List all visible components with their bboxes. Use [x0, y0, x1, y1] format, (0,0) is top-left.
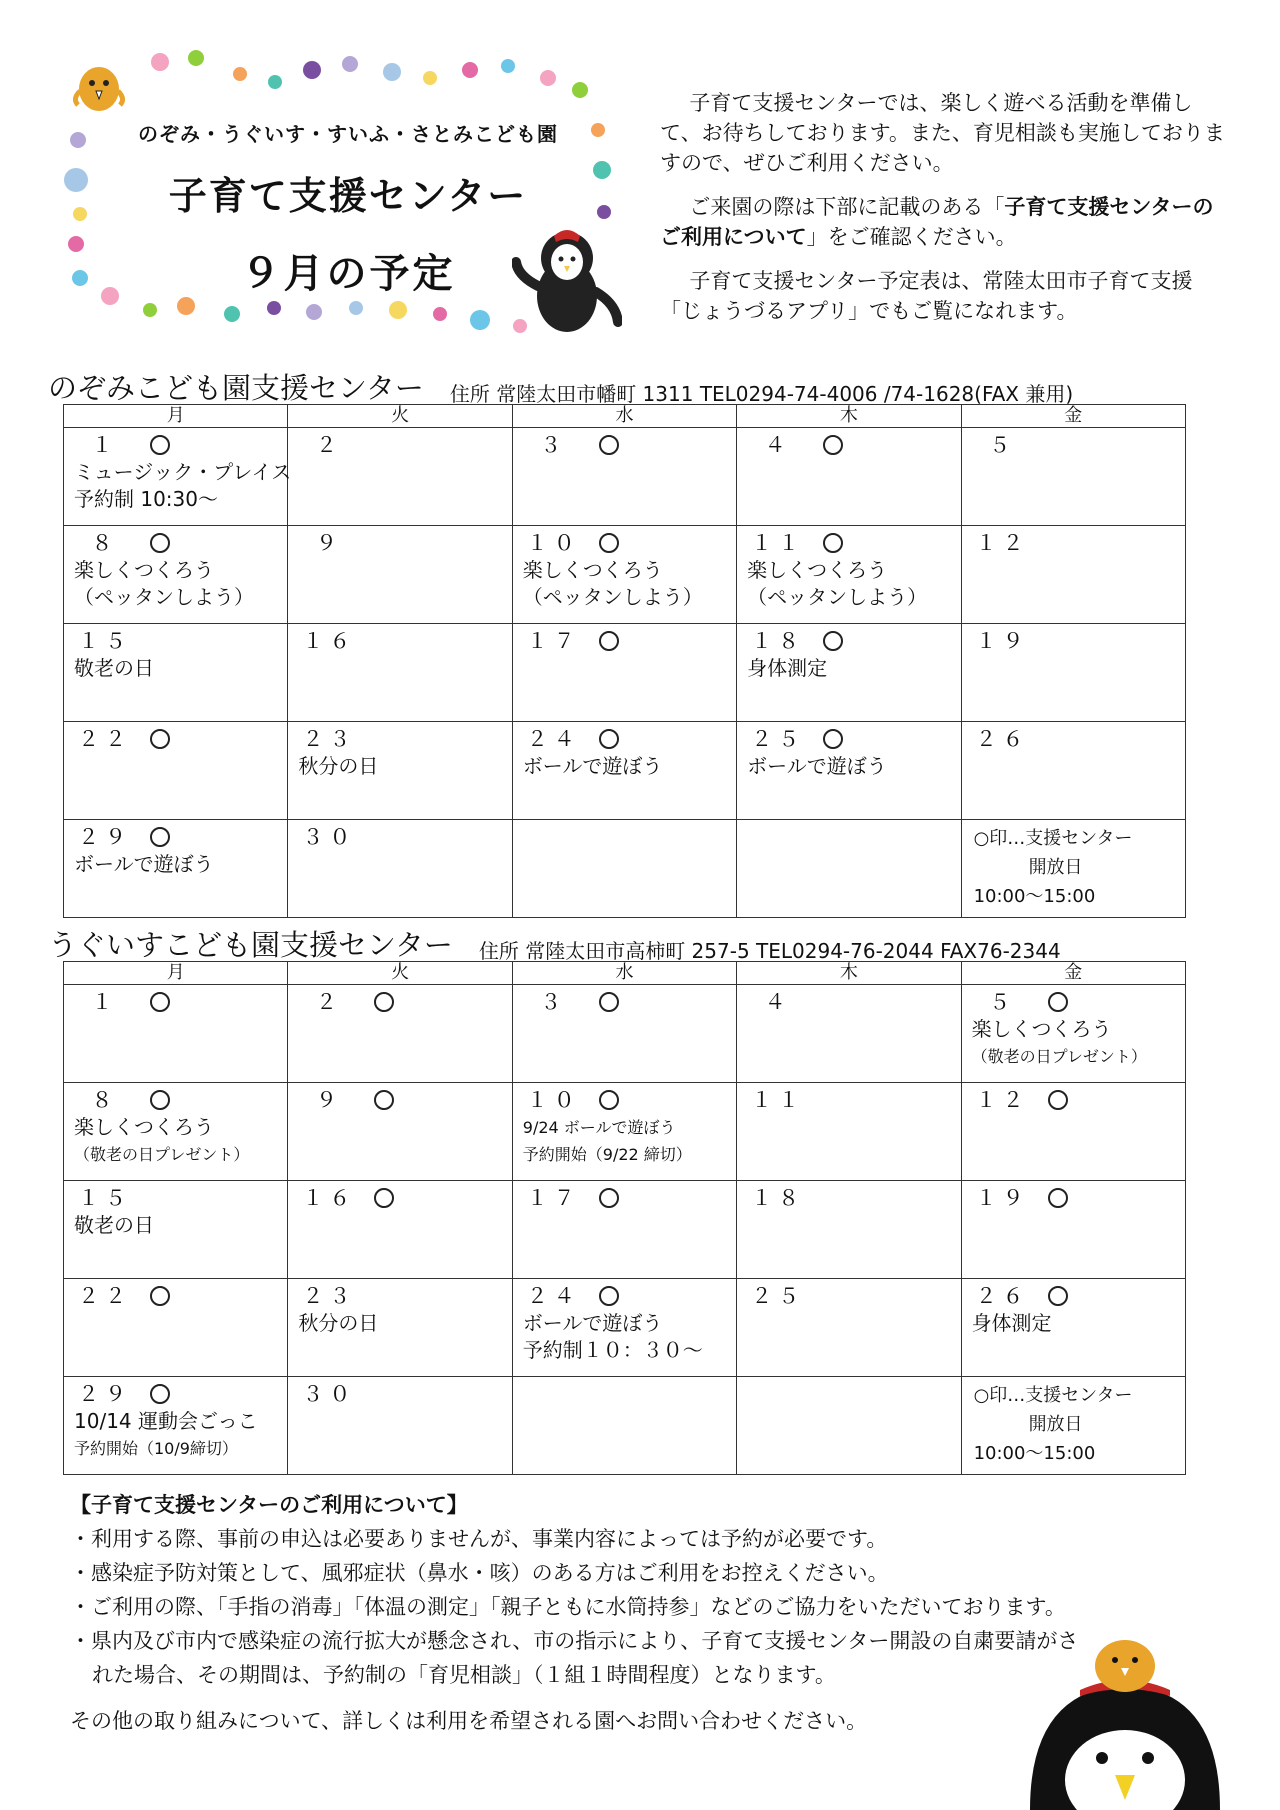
decorative-dot	[433, 307, 447, 321]
day-number: １９	[975, 629, 1030, 653]
day-number: ３０	[302, 1382, 357, 1406]
open-day-circle-icon	[150, 533, 170, 553]
decorative-dot	[470, 310, 490, 330]
decorative-dot	[593, 161, 611, 179]
open-day-circle-icon	[823, 631, 843, 651]
uguisu-calendar	[63, 961, 1186, 1475]
calendar-day-cell	[288, 1377, 512, 1475]
intro-p2-c: 」をご確認ください。	[806, 225, 1017, 249]
day-number: １８	[751, 629, 806, 653]
usage-notes	[70, 1488, 1130, 1738]
event-text: （ペッタンしよう）	[74, 585, 254, 609]
open-day-circle-icon	[599, 1286, 619, 1306]
day-number: １６	[302, 1186, 357, 1210]
decorative-dot	[501, 59, 515, 73]
usage-notes-title: 【子育て支援センターのご利用について】	[70, 1493, 468, 1517]
open-day-circle-icon	[599, 729, 619, 749]
open-day-circle-icon	[1048, 1090, 1068, 1110]
weekday-header: 木	[737, 962, 961, 985]
event-text: 予約制 10:30～	[74, 487, 218, 511]
calendar-day-cell	[64, 820, 288, 918]
calendar-day-cell	[288, 985, 512, 1083]
day-number: １	[91, 990, 119, 1014]
open-day-circle-icon	[150, 827, 170, 847]
open-day-circle-icon	[150, 729, 170, 749]
day-number: １０	[526, 531, 581, 555]
calendar-day-cell	[737, 985, 961, 1083]
calendar-day-cell	[737, 526, 961, 624]
open-day-legend	[974, 1381, 1179, 1468]
decorative-dot	[72, 270, 88, 286]
usage-note-item: ・感染症予防対策として、風邪症状（鼻水・咳）のある方はご利用をお控えください。	[70, 1561, 889, 1585]
day-number: ２９	[78, 825, 132, 849]
day-number: １２	[975, 531, 1030, 555]
weekday-header: 月	[64, 405, 288, 428]
calendar-day-cell	[512, 820, 736, 918]
decorative-dot	[462, 62, 478, 78]
day-number: ２６	[975, 727, 1030, 751]
event-text: 予約制１０：３０～	[522, 1338, 703, 1362]
decorative-dot	[70, 132, 86, 148]
event-text: 秋分の日	[298, 754, 379, 778]
event-text: 楽しくつくろう	[971, 1017, 1112, 1041]
decorative-dot	[267, 301, 281, 315]
calendar-day-cell	[288, 722, 512, 820]
calendar-day-cell	[512, 428, 736, 526]
calendar-week-row	[64, 526, 1186, 624]
day-number: ３０	[302, 825, 357, 849]
header-title: 子育て支援センター	[168, 174, 528, 218]
decorative-dot	[68, 236, 84, 252]
calendar-day-cell	[961, 624, 1185, 722]
event-text: 楽しくつくろう	[74, 558, 214, 582]
yellow-bird-icon	[68, 55, 130, 117]
legend-line2: 開放日	[1028, 857, 1083, 878]
day-number: ８	[91, 531, 119, 555]
day-number: ２３	[302, 1284, 357, 1308]
day-number: １	[91, 433, 119, 457]
legend-line3: 10:00～15:00	[973, 1443, 1096, 1464]
calendar-day-cell	[961, 1181, 1185, 1279]
event-text: 10/14 運動会ごっこ	[74, 1409, 258, 1433]
weekday-header: 月	[64, 962, 288, 985]
day-number: ５	[989, 433, 1017, 457]
open-day-circle-icon	[374, 1188, 394, 1208]
calendar-day-cell	[64, 985, 288, 1083]
intro-p2-a: ご来園の際は下部に記載のある「	[689, 195, 1005, 219]
day-number: ２２	[78, 727, 132, 751]
calendar-day-cell	[288, 820, 512, 918]
event-note: 9/24 ボールで遊ぼう	[522, 1118, 676, 1137]
day-number: ２９	[78, 1382, 132, 1406]
calendar-week-row	[64, 1279, 1186, 1377]
open-day-circle-icon	[374, 992, 394, 1012]
weekday-header: 火	[288, 405, 512, 428]
calendar-day-cell	[737, 820, 961, 918]
decorative-dot	[423, 71, 437, 85]
uguisu-center-address: 住所 常陸太田市高柿町 257-5 TEL0294-76-2044 FAX76-2344	[478, 939, 1061, 963]
header-schools: のぞみ・うぐいす・すいふ・さとみこども園	[138, 122, 558, 146]
decorative-dot	[268, 75, 282, 89]
day-number: １７	[526, 629, 581, 653]
calendar-day-cell	[961, 985, 1185, 1083]
calendar-week-row	[64, 985, 1186, 1083]
day-number: １９	[975, 1186, 1030, 1210]
calendar-day-cell	[737, 1377, 961, 1475]
event-text: ボールで遊ぼう	[747, 754, 887, 778]
weekday-header: 木	[737, 405, 961, 428]
decorative-dot	[224, 306, 240, 322]
event-text: （ペッタンしよう）	[747, 585, 928, 609]
day-number: ２５	[751, 1284, 806, 1308]
calendar-day-cell	[64, 722, 288, 820]
day-number: ３	[540, 990, 568, 1014]
day-number: １１	[751, 1088, 806, 1112]
day-number: ２５	[751, 727, 806, 751]
header-box	[118, 118, 578, 299]
intro-text	[660, 88, 1230, 340]
day-number: ８	[91, 1088, 119, 1112]
decorative-dot	[177, 297, 195, 315]
nozomi-center-address: 住所 常陸太田市幡町 1311 TEL0294-74-4006 /74-1628(FAX 兼用)	[449, 382, 1074, 406]
decorative-dot	[306, 304, 322, 320]
day-number: １２	[975, 1088, 1030, 1112]
event-text: ミュージック・プレイス	[74, 460, 292, 484]
day-number: １６	[302, 629, 357, 653]
calendar-day-cell	[64, 428, 292, 526]
calendar-day-cell	[737, 1083, 961, 1181]
calendar-day-cell	[512, 1279, 736, 1377]
open-day-circle-icon	[150, 1286, 170, 1306]
uguisu-center-heading	[48, 923, 1238, 961]
day-number: ２４	[526, 1284, 581, 1308]
decorative-dot	[597, 205, 611, 219]
event-text: ボールで遊ぼう	[522, 1311, 663, 1335]
nozomi-center-heading	[48, 366, 1238, 404]
weekday-header: 水	[512, 405, 736, 428]
day-number: ３	[540, 433, 568, 457]
decorative-dot	[342, 56, 358, 72]
calendar-day-cell	[737, 1181, 961, 1279]
calendar-day-cell	[512, 526, 736, 624]
calendar-day-cell	[737, 722, 961, 820]
decorative-dot	[233, 67, 247, 81]
day-number: ２４	[526, 727, 581, 751]
weekday-header: 火	[288, 962, 512, 985]
calendar-week-row	[64, 820, 1186, 918]
day-number: １５	[78, 1186, 132, 1210]
open-day-circle-icon	[1048, 1286, 1068, 1306]
day-number: ２２	[78, 1284, 132, 1308]
intro-p2-bold: 子育て支援センターのご利用について	[660, 195, 1214, 249]
weekday-header: 金	[961, 405, 1185, 428]
day-number: １５	[78, 629, 132, 653]
penguin-with-bird-mascot	[1010, 1630, 1240, 1810]
open-day-circle-icon	[599, 1188, 619, 1208]
calendar-day-cell	[961, 1279, 1185, 1377]
calendar-day-cell	[961, 820, 1185, 918]
decorative-dot	[64, 168, 88, 192]
intro-paragraph-1: 子育て支援センターでは、楽しく遊べる活動を準備して、お待ちしております。また、育児相談も実施しておりますので、ぜひご利用ください。	[660, 91, 1225, 175]
day-number: ５	[989, 990, 1017, 1014]
day-number: ２	[315, 990, 343, 1014]
open-day-circle-icon	[1048, 992, 1068, 1012]
uguisu-center-name: うぐいすこども園支援センター	[48, 928, 453, 962]
nozomi-calendar	[63, 404, 1186, 918]
event-text: 秋分の日	[298, 1311, 379, 1335]
calendar-week-row	[64, 1083, 1186, 1181]
usage-note-item: ・利用する際、事前の申込は必要ありませんが、事業内容によっては予約が必要です。	[70, 1527, 888, 1551]
calendar-day-cell	[512, 1083, 736, 1181]
calendar-day-cell	[288, 1083, 512, 1181]
open-day-circle-icon	[599, 1090, 619, 1110]
weekday-header: 水	[512, 962, 736, 985]
day-number: ９	[315, 531, 343, 555]
decorative-dot	[389, 301, 407, 319]
day-number: ９	[315, 1088, 343, 1112]
day-number: １８	[751, 1186, 806, 1210]
day-number: ４	[764, 433, 792, 457]
day-number: ２３	[302, 727, 357, 751]
decorative-dot	[540, 70, 556, 86]
event-text: 身体測定	[971, 1311, 1052, 1335]
open-day-legend	[974, 824, 1179, 911]
calendar-week-row	[64, 722, 1186, 820]
event-text: 身体測定	[747, 656, 828, 680]
calendar-day-cell	[288, 526, 512, 624]
calendar-day-cell	[64, 1083, 288, 1181]
day-number: １１	[751, 531, 806, 555]
calendar-day-cell	[737, 624, 961, 722]
nozomi-center-name: のぞみこども園支援センター	[48, 371, 424, 405]
decorative-dot	[572, 82, 588, 98]
event-text: ボールで遊ぼう	[74, 852, 214, 876]
calendar-day-cell	[288, 1279, 512, 1377]
calendar-day-cell	[737, 428, 961, 526]
calendar-week-row	[64, 624, 1186, 722]
usage-notes-closing: その他の取り組みについて、詳しくは利用を希望される園へお問い合わせください。	[70, 1709, 868, 1733]
open-day-circle-icon	[374, 1090, 394, 1110]
calendar-day-cell	[961, 526, 1185, 624]
calendar-day-cell	[64, 1181, 288, 1279]
calendar-day-cell	[64, 1377, 288, 1475]
calendar-day-cell	[961, 428, 1185, 526]
decorative-dot	[349, 301, 363, 315]
weekday-header: 金	[961, 962, 1185, 985]
decorative-dot	[383, 63, 401, 81]
calendar-day-cell	[512, 985, 736, 1083]
calendar-day-cell	[737, 1279, 961, 1377]
event-text: 敬老の日	[74, 1213, 154, 1237]
usage-note-item: ・県内及び市内で感染症の流行拡大が懸念され、市の指示により、子育て支援センター開設の自粛要請がされた場合、その期間は、予約制の「育児相談」（１組１時間程度）となります。	[70, 1629, 1079, 1687]
event-note: 予約開始（9/22 締切）	[522, 1145, 692, 1164]
event-text: ボールで遊ぼう	[522, 754, 663, 778]
open-day-circle-icon	[150, 992, 170, 1012]
open-day-circle-icon	[150, 1090, 170, 1110]
calendar-day-cell	[512, 1181, 736, 1279]
day-number: ４	[764, 990, 792, 1014]
open-day-circle-icon	[1048, 1188, 1068, 1208]
event-note: 予約開始（10/9締切）	[74, 1439, 238, 1458]
calendar-day-cell	[288, 428, 512, 526]
calendar-week-row	[64, 1181, 1186, 1279]
legend-line3: 10:00～15:00	[973, 886, 1096, 907]
weekday-header-row	[64, 405, 1186, 428]
calendar-week-row	[64, 428, 1186, 526]
weekday-header-row	[64, 962, 1186, 985]
calendar-day-cell	[288, 624, 512, 722]
usage-note-item: ・ご利用の際、「手指の消毒」「体温の測定」「親子ともに水筒持参」などのご協力をいただいております。	[70, 1595, 1066, 1619]
event-text: 楽しくつくろう	[522, 558, 663, 582]
intro-paragraph-2	[660, 192, 1230, 252]
calendar-day-cell	[288, 1181, 512, 1279]
decorative-dot	[101, 287, 119, 305]
event-text: 楽しくつくろう	[747, 558, 888, 582]
open-day-circle-icon	[823, 729, 843, 749]
decorative-dot	[188, 50, 204, 66]
calendar-day-cell	[64, 526, 288, 624]
open-day-circle-icon	[150, 1384, 170, 1404]
decorative-dot	[143, 303, 157, 317]
intro-paragraph-3: 子育て支援センター予定表は、常陸太田市子育て支援「じょうづるアプリ」でもご覧になれます。	[660, 269, 1193, 323]
calendar-day-cell	[64, 1279, 288, 1377]
calendar-day-cell	[512, 624, 736, 722]
decorative-dot	[303, 61, 321, 79]
day-number: １７	[526, 1186, 581, 1210]
decorative-dot	[151, 53, 169, 71]
calendar-day-cell	[512, 722, 736, 820]
open-day-circle-icon	[823, 435, 843, 455]
legend-line1: ○印…支援センター	[973, 828, 1133, 849]
event-text: （ペッタンしよう）	[522, 585, 703, 609]
decorative-dot	[73, 207, 87, 221]
calendar-day-cell	[961, 1083, 1185, 1181]
calendar-day-cell	[961, 1377, 1185, 1475]
calendar-day-cell	[961, 722, 1185, 820]
open-day-circle-icon	[599, 533, 619, 553]
open-day-circle-icon	[823, 533, 843, 553]
calendar-day-cell	[512, 1377, 736, 1475]
open-day-circle-icon	[599, 992, 619, 1012]
event-text: 敬老の日	[74, 656, 154, 680]
header-month: ９月の予定	[240, 251, 456, 297]
open-day-circle-icon	[599, 435, 619, 455]
event-text: 楽しくつくろう	[74, 1115, 214, 1139]
calendar-week-row	[64, 1377, 1186, 1475]
day-number: ２	[315, 433, 343, 457]
day-number: ２６	[975, 1284, 1030, 1308]
event-note: （敬老の日プレゼント）	[971, 1047, 1147, 1066]
calendar-day-cell	[64, 624, 288, 722]
open-day-circle-icon	[599, 631, 619, 651]
day-number: １０	[526, 1088, 581, 1112]
legend-line2: 開放日	[1028, 1414, 1083, 1435]
event-note: （敬老の日プレゼント）	[74, 1145, 250, 1164]
legend-line1: ○印…支援センター	[973, 1385, 1133, 1406]
decorative-dot	[591, 123, 605, 137]
open-day-circle-icon	[150, 435, 170, 455]
